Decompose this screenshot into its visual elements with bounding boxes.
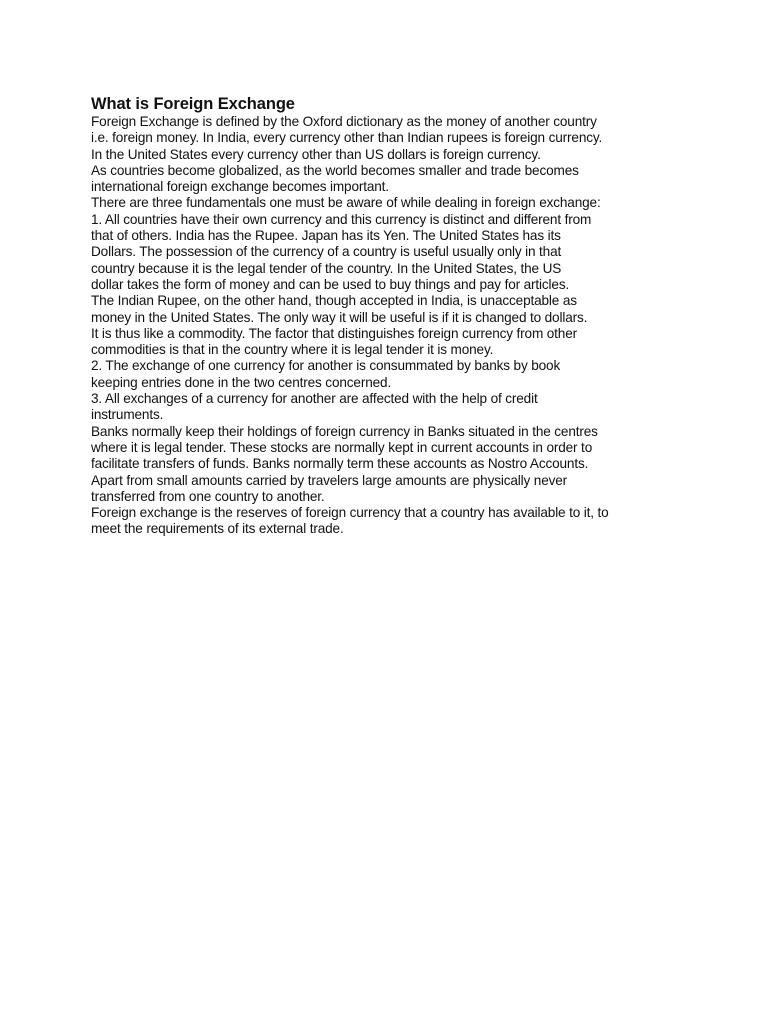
text-line: facilitate transfers of funds. Banks normally term these accounts as Nostro Accounts.: [91, 456, 589, 472]
text-line: dollar takes the form of money and can be used to buy things and pay for articles.: [91, 276, 570, 292]
text-line: Apart from small amounts carried by travelers large amounts are physically never: [91, 472, 568, 488]
text-line: commodities is that in the country where it is legal tender it is money.: [91, 342, 494, 358]
text-line: where it is legal tender. These stocks are normally kept in current accounts in order to: [91, 439, 593, 455]
text-line: The Indian Rupee, on the other hand, though accepted in India, is unacceptable as: [91, 293, 577, 309]
text-line: In the United States every currency other than US dollars is foreign currency.: [91, 146, 541, 162]
text-line: keeping entries done in the two centres concerned.: [91, 374, 392, 390]
text-line: country because it is the legal tender of the country. In the United States, the US: [91, 260, 562, 276]
text-line: It is thus like a commodity. The factor that distinguishes foreign currency from other: [91, 325, 578, 341]
text-line: transferred from one country to another.: [91, 488, 325, 504]
text-line: 2. The exchange of one currency for another is consummated by banks by book: [91, 358, 561, 374]
document-content: [91, 94, 731, 538]
document-title: What is Foreign Exchange: [91, 95, 295, 113]
document-body: [91, 114, 731, 538]
text-line: Foreign exchange is the reserves of foreign currency that a country has available to it, to: [91, 505, 609, 521]
text-line: As countries become globalized, as the world becomes smaller and trade becomes: [91, 162, 579, 178]
text-line: international foreign exchange becomes important.: [91, 179, 389, 195]
text-line: Dollars. The possession of the currency of a country is useful usually only in that: [91, 244, 562, 260]
text-line: Foreign Exchange is defined by the Oxford dictionary as the money of another country: [91, 114, 597, 129]
text-line: Banks normally keep their holdings of foreign currency in Banks situated in the centres: [91, 423, 598, 439]
text-line: instruments.: [91, 407, 164, 423]
text-line: There are three fundamentals one must be aware of while dealing in foreign exchange:: [91, 195, 601, 211]
text-line: 3. All exchanges of a currency for another are affected with the help of credit: [91, 391, 538, 407]
text-line: i.e. foreign money. In India, every currency other than Indian rupees is foreign currency.: [91, 130, 603, 146]
text-line: money in the United States. The only way it will be useful is if it is changed to dollars.: [91, 309, 588, 325]
text-line: 1. All countries have their own currency and this currency is distinct and different from: [91, 211, 592, 227]
text-line: that of others. India has the Rupee. Japan has its Yen. The United States has its: [91, 228, 561, 244]
text-line: meet the requirements of its external trade.: [91, 521, 344, 537]
